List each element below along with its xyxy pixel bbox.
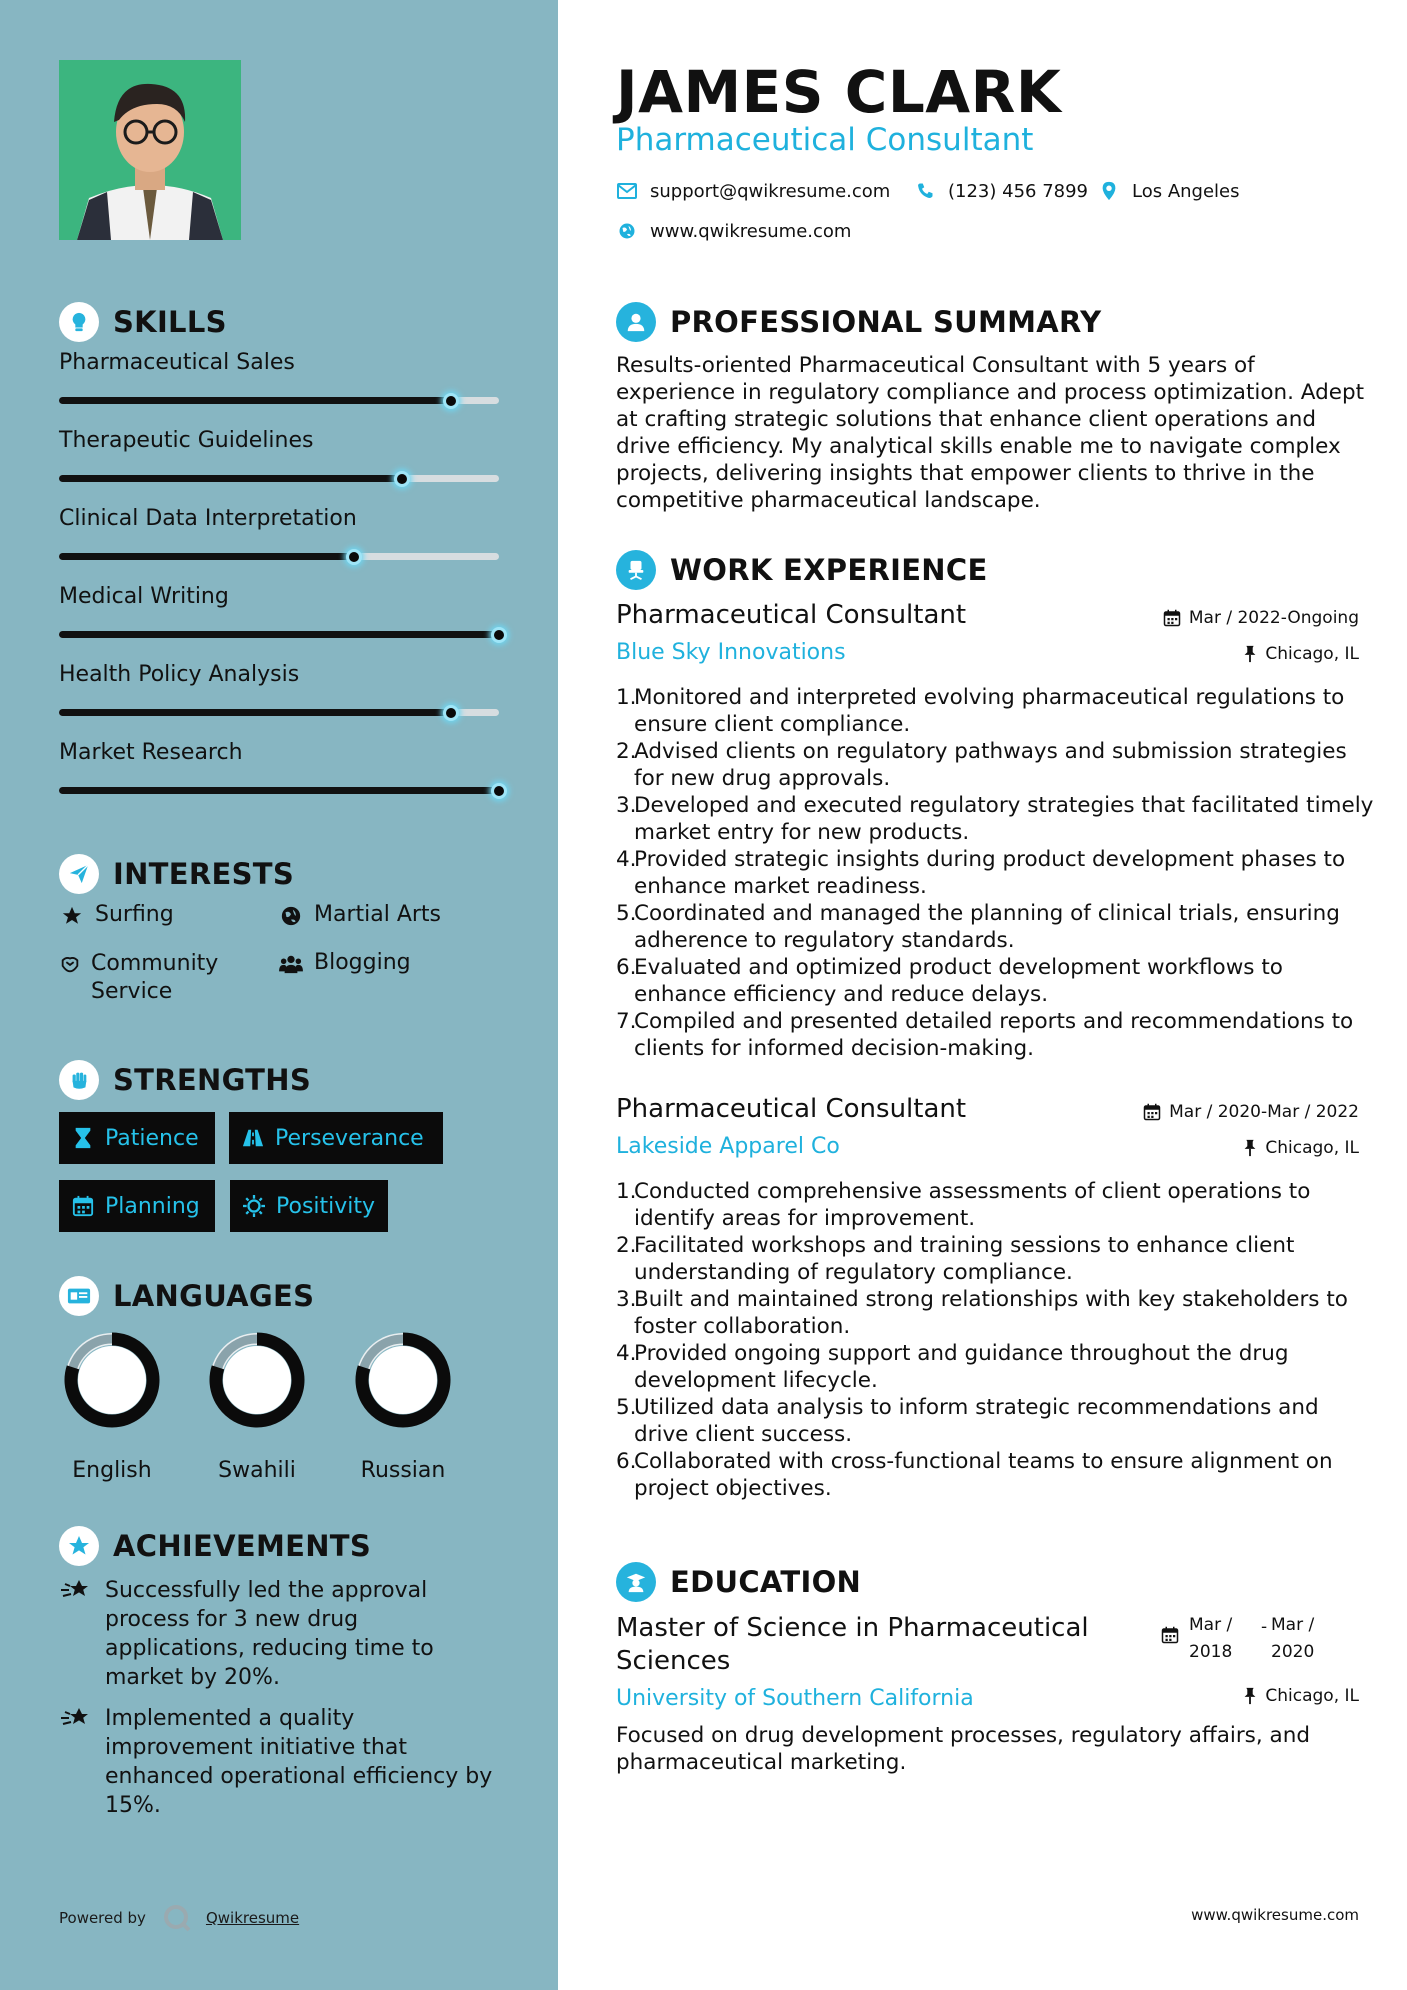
- job-bullet: 7. Compiled and presented detailed reports and recommendations to clients for informed decision-making.: [616, 1009, 1354, 1061]
- powered-by-label: Powered by: [59, 1909, 146, 1927]
- job-bullet: 4. Provided strategic insights during product development phases to enhance market readiness.: [616, 847, 1346, 899]
- skill-label: Market Research: [59, 740, 243, 765]
- job-bullet: 3. Built and maintained strong relationships with key stakeholders to foster collaboration.: [616, 1287, 1348, 1339]
- school-name: University of Southern California: [616, 1686, 974, 1711]
- skills-heading: [59, 302, 227, 342]
- portrait-image: [59, 60, 241, 240]
- graduate-icon: [616, 1562, 656, 1602]
- map-pin-icon: [1098, 180, 1120, 202]
- calendar-icon: [1143, 1103, 1161, 1121]
- footer-website[interactable]: www.qwikresume.com: [1191, 1906, 1359, 1924]
- phone-text: (123) 456 7899: [948, 180, 1089, 202]
- languages-heading: [59, 1276, 314, 1316]
- sun-icon: [242, 1194, 266, 1218]
- skill-slider-handle: [394, 471, 410, 487]
- job-location: [1243, 644, 1359, 664]
- contact-phone[interactable]: [914, 180, 1088, 202]
- job-bullets: [616, 1178, 1376, 1502]
- phone-icon: [914, 180, 936, 202]
- job-date-text: Mar / 2022-Ongoing: [1188, 608, 1359, 628]
- interest-label: Martial Arts: [314, 902, 442, 927]
- job-bullet: 6. Collaborated with cross-functional teams to ensure alignment on project objectives.: [616, 1449, 1333, 1501]
- language-ring: [207, 1330, 307, 1430]
- education-location-text: Chicago, IL: [1265, 1686, 1359, 1706]
- calendar-icon: [71, 1194, 95, 1218]
- education-dates: [1161, 1612, 1343, 1666]
- star-icon: [59, 903, 85, 929]
- language-ring: [353, 1330, 453, 1430]
- summary-text: Results-oriented Pharmaceutical Consultant with 5 years of experience in regulatory compliance and process optimization. Adept at crafting strategic solutions that enhance client operations and drive efficiency. My analytical skills enable me to navigate complex projects, delivering insights that empower clients to thrive in the competitive pharmaceutical landscape.: [616, 353, 1365, 513]
- globe-icon: [278, 903, 304, 929]
- language-item: [333, 1330, 473, 1483]
- skill-bar: [59, 395, 499, 405]
- summary-title: PROFESSIONAL SUMMARY: [670, 305, 1102, 339]
- user-icon: [616, 302, 656, 342]
- experience-title: WORK EXPERIENCE: [670, 553, 988, 587]
- star-badge-icon: [59, 1526, 99, 1566]
- job-date: [1143, 1102, 1359, 1122]
- globe-icon: [616, 220, 638, 242]
- job-title: Pharmaceutical Consultant: [616, 1094, 967, 1124]
- achievement-item: [59, 1704, 499, 1820]
- language-item: [187, 1330, 327, 1483]
- strength-label: Positivity: [276, 1193, 376, 1219]
- job-bullet: 2. Advised clients on regulatory pathways and submission strategies for new drug approvals.: [616, 739, 1347, 791]
- candidate-role: Pharmaceutical Consultant: [616, 122, 1034, 158]
- job-location-text: Chicago, IL: [1265, 1138, 1359, 1158]
- job-bullet: 1. Conducted comprehensive assessments of client operations to identify areas for improvement.: [616, 1179, 1311, 1231]
- interest-item: [59, 902, 174, 929]
- profile-photo: [59, 60, 241, 240]
- skill-slider-handle: [346, 549, 362, 565]
- strengths-heading: [59, 1060, 311, 1100]
- achievements-heading: [59, 1526, 371, 1566]
- contact-email[interactable]: [616, 180, 890, 202]
- skill-slider-handle: [443, 393, 459, 409]
- language-item: [42, 1330, 182, 1483]
- powered-by: [59, 1903, 299, 1933]
- job-company: Blue Sky Innovations: [616, 640, 846, 665]
- skill-bar: [59, 473, 499, 483]
- job-company: Lakeside Apparel Co: [616, 1134, 840, 1159]
- achievement-text: Successfully led the approval process for 3 new drug applications, reducing time to market by 20%.: [105, 1578, 434, 1690]
- strength-label: Planning: [105, 1193, 200, 1219]
- shooting-star-icon: [59, 1704, 93, 1734]
- pushpin-icon: [1243, 1687, 1257, 1705]
- qwikresume-logo-icon: [162, 1903, 192, 1933]
- education-title: EDUCATION: [670, 1565, 862, 1599]
- education-description: Focused on drug development processes, regulatory affairs, and pharmaceutical marketing.: [616, 1723, 1310, 1775]
- skill-slider-handle: [491, 783, 507, 799]
- job-location-text: Chicago, IL: [1265, 644, 1359, 664]
- strength-badge: [59, 1112, 215, 1164]
- skills-title: SKILLS: [113, 305, 227, 339]
- language-card-icon: [59, 1276, 99, 1316]
- email-text: support@qwikresume.com: [650, 180, 891, 202]
- skill-item: [59, 350, 499, 405]
- languages-title: LANGUAGES: [113, 1279, 315, 1313]
- strengths-title: STRENGTHS: [113, 1063, 312, 1097]
- interests-title: INTERESTS: [113, 857, 295, 891]
- contact-location: [1098, 180, 1240, 202]
- strength-label: Perseverance: [275, 1125, 424, 1151]
- strength-badge: [230, 1180, 388, 1232]
- skill-label: Health Policy Analysis: [59, 662, 300, 687]
- main-content: [558, 0, 1407, 1990]
- calendar-icon: [1161, 1626, 1179, 1644]
- skill-bar: [59, 707, 499, 717]
- road-icon: [241, 1126, 265, 1150]
- achievements-title: ACHIEVEMENTS: [113, 1529, 372, 1563]
- strength-badge: [59, 1180, 215, 1232]
- sidebar: [0, 0, 558, 1990]
- contact-website[interactable]: [616, 220, 851, 242]
- achievement-text: Implemented a quality improvement initiative that enhanced operational efficiency by 15%.: [105, 1706, 493, 1818]
- interests-heading: [59, 854, 294, 894]
- job-location: [1243, 1138, 1359, 1158]
- skill-item: [59, 506, 499, 561]
- fist-icon: [59, 1060, 99, 1100]
- language-ring-center: [223, 1346, 291, 1414]
- skill-bar: [59, 629, 499, 639]
- website-text: www.qwikresume.com: [650, 220, 852, 242]
- paper-plane-icon: [59, 854, 99, 894]
- candidate-name: JAMES CLARK: [616, 58, 1062, 126]
- job-bullet: 2. Facilitated workshops and training sessions to enhance client understanding of regulatory compliance.: [616, 1233, 1295, 1285]
- hourglass-icon: [71, 1126, 95, 1150]
- envelope-icon: [616, 180, 638, 202]
- location-text: Los Angeles: [1132, 180, 1240, 202]
- language-ring-center: [369, 1346, 437, 1414]
- language-label: Russian: [360, 1458, 446, 1483]
- job-bullet: 5. Coordinated and managed the planning of clinical trials, ensuring adherence to regulatory standards.: [616, 901, 1340, 953]
- edu-date-separator: -: [1261, 1617, 1268, 1637]
- edu-end-month: Mar /: [1271, 1615, 1315, 1635]
- job-date: [1163, 608, 1359, 628]
- job-bullet: 4. Provided ongoing support and guidance throughout the drug development lifecycle.: [616, 1341, 1289, 1393]
- pushpin-icon: [1243, 1139, 1257, 1157]
- job-bullet: 6. Evaluated and optimized product development workflows to enhance efficiency and reduce delays.: [616, 955, 1283, 1007]
- skill-label: Pharmaceutical Sales: [59, 350, 295, 375]
- edu-end-year: 2020: [1271, 1642, 1315, 1662]
- interest-label: Surfing: [95, 902, 174, 927]
- skill-item: [59, 428, 499, 483]
- summary-heading: [616, 302, 1101, 342]
- degree-title: Master of Science in Pharmaceutical Sciences: [616, 1613, 1089, 1676]
- job-title: Pharmaceutical Consultant: [616, 600, 967, 630]
- interest-item: [278, 902, 441, 929]
- job-bullets: [616, 684, 1376, 1062]
- job-bullet: 1. Monitored and interpreted evolving pharmaceutical regulations to ensure client compliance.: [616, 685, 1345, 737]
- skill-slider-handle: [443, 705, 459, 721]
- lightbulb-icon: [59, 302, 99, 342]
- education-location: [1243, 1686, 1359, 1706]
- language-label: English: [72, 1458, 152, 1483]
- skill-label: Clinical Data Interpretation: [59, 506, 357, 531]
- achievement-item: [59, 1576, 499, 1692]
- language-ring: [62, 1330, 162, 1430]
- calendar-icon: [1163, 609, 1181, 627]
- strength-label: Patience: [105, 1125, 199, 1151]
- office-chair-icon: [616, 550, 656, 590]
- skill-label: Therapeutic Guidelines: [59, 428, 314, 453]
- shooting-star-icon: [59, 1576, 93, 1606]
- interest-item: [59, 950, 249, 1006]
- handshake-icon: [59, 951, 81, 977]
- language-label: Swahili: [218, 1458, 296, 1483]
- experience-heading: [616, 550, 988, 590]
- qwikresume-link[interactable]: Qwikresume: [205, 1909, 300, 1927]
- job-bullet: 5. Utilized data analysis to inform strategic recommendations and drive client success.: [616, 1395, 1319, 1447]
- strength-badge: [229, 1112, 443, 1164]
- skill-item: [59, 584, 499, 639]
- job-bullet: 3. Developed and executed regulatory strategies that facilitated timely market entry for new products.: [616, 793, 1374, 845]
- skill-bar: [59, 785, 499, 795]
- skill-bar: [59, 551, 499, 561]
- interest-label: Community Service: [91, 951, 219, 1004]
- skill-label: Medical Writing: [59, 584, 229, 609]
- interest-item: [278, 950, 411, 977]
- pushpin-icon: [1243, 645, 1257, 663]
- skill-slider-handle: [491, 627, 507, 643]
- job-date-text: Mar / 2020-Mar / 2022: [1169, 1102, 1359, 1122]
- skill-item: [59, 662, 499, 717]
- edu-start-year: 2018: [1189, 1642, 1233, 1662]
- education-heading: [616, 1562, 861, 1602]
- interest-label: Blogging: [314, 950, 411, 975]
- users-icon: [278, 951, 304, 977]
- language-ring-center: [78, 1346, 146, 1414]
- edu-start-month: Mar /: [1189, 1615, 1233, 1635]
- skill-item: [59, 740, 499, 795]
